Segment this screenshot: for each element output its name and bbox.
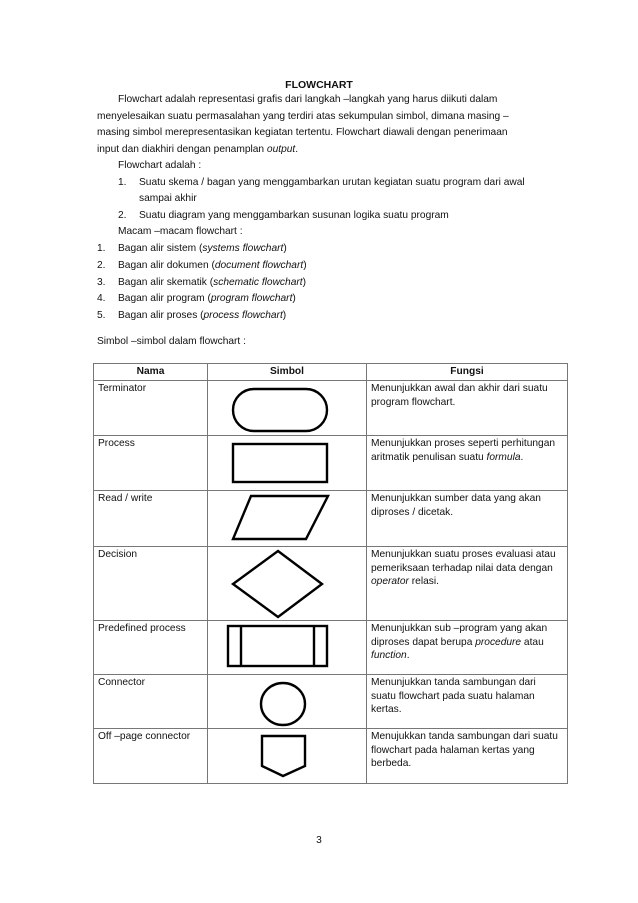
text: Menunjukkan proses seperti perhitungan aritmatik penulisan suatu [371, 438, 556, 463]
text: . [520, 451, 524, 463]
decision-shape-icon [208, 547, 367, 621]
read-write-shape-icon [208, 491, 367, 547]
intro-line: Flowchart adalah representasi grafis dari langkah –langkah yang harus diikuti dalam [118, 94, 498, 105]
symbol-name: Decision [94, 547, 208, 621]
intro-line: menyelesaikan suatu permasalahan yang terdiri atas sekumpulan simbol, dimana masing – [97, 111, 509, 122]
symbol-function [367, 621, 568, 675]
text: Bagan alir proses ( [118, 310, 204, 321]
definition-heading: Flowchart adalah : [118, 160, 202, 171]
italic-term: operator [371, 576, 409, 587]
table-row [94, 729, 568, 784]
text: Bagan alir program ( [118, 293, 211, 304]
symbols-heading: Simbol –simbol dalam flowchart : [97, 336, 246, 347]
text: ) [303, 260, 307, 271]
italic-term: systems flowchart [202, 243, 284, 254]
list-number: 2. [118, 210, 127, 221]
list-item: sampai akhir [139, 193, 197, 204]
symbol-name: Predefined process [94, 621, 208, 675]
text: ) [283, 243, 287, 254]
terminator-shape-icon [208, 381, 367, 436]
italic-term: schematic flowchart [213, 277, 303, 288]
text: Menujukkan tanda sambungan dari suatu flowchart pada halaman kertas yang berbeda. [371, 731, 558, 769]
symbol-name: Connector [94, 675, 208, 729]
italic-term: document flowchart [214, 260, 304, 271]
list-item: Suatu skema / bagan yang menggambarkan urutan kegiatan suatu program dari awal [139, 177, 525, 188]
flowchart-type-item [118, 310, 286, 322]
text: Menunjukkan tanda sambungan dari suatu flowchart pada suatu halaman kertas. [371, 677, 536, 715]
flowchart-type-item [118, 293, 296, 305]
text: relasi. [408, 576, 439, 587]
off-page-connector-shape-icon [208, 729, 367, 784]
list-number: 1. [118, 177, 127, 188]
text: Bagan alir sistem ( [118, 243, 203, 254]
table-row [94, 381, 568, 436]
list-item: Suatu diagram yang menggambarkan susunan logika suatu program [139, 210, 449, 221]
flowchart-type-item [118, 277, 306, 289]
page-number: 3 [316, 835, 322, 846]
table-row [94, 547, 568, 621]
list-number: 4. [97, 293, 106, 304]
symbol-function [367, 491, 568, 547]
flowchart-type-item [118, 243, 287, 255]
text: Menunjukkan awal dan akhir dari suatu program flowchart. [371, 383, 548, 408]
column-header: Fungsi [367, 364, 568, 381]
intro-line: masing simbol merepresentasikan kegiatan tertentu. Flowchart diawali dengan penerimaan [97, 127, 508, 138]
text: . [295, 144, 299, 155]
text: ) [292, 293, 296, 304]
text: Menunjukkan sub –program yang akan diproses dapat berupa [371, 623, 548, 648]
list-number: 2. [97, 260, 106, 271]
symbol-function [367, 381, 568, 436]
process-shape-icon [208, 436, 367, 491]
symbol-function [367, 675, 568, 729]
intro-line [97, 144, 298, 156]
symbol-function [367, 436, 568, 491]
italic-term: formula [486, 451, 521, 463]
text: ) [302, 277, 306, 288]
types-heading: Macam –macam flowchart : [118, 226, 243, 237]
text: Bagan alir skematik ( [118, 277, 214, 288]
list-number: 5. [97, 310, 106, 321]
table-row [94, 675, 568, 729]
flowchart-type-item [118, 260, 307, 272]
italic-term: function [371, 650, 407, 661]
symbols-table [93, 363, 568, 784]
italic-term: process flowchart [203, 310, 283, 321]
connector-shape-icon [208, 675, 367, 729]
table-row [94, 491, 568, 547]
text: ) [282, 310, 287, 321]
list-number: 1. [97, 243, 106, 254]
symbol-name: Terminator [94, 381, 208, 436]
text: Menunjukkan suatu proses evaluasi atau pemeriksaan terhadap nilai data dengan [371, 549, 556, 574]
italic-term: output [266, 144, 296, 155]
symbol-name: Off –page connector [94, 729, 208, 784]
italic-term: program flowchart [210, 293, 293, 304]
text: . [406, 650, 410, 661]
text: input dan diakhiri dengan penamplan [97, 144, 267, 155]
text: atau [521, 636, 544, 648]
symbol-function [367, 547, 568, 621]
text: Menunjukkan sumber data yang akan diproses / dicetak. [371, 493, 541, 518]
column-header: Simbol [208, 364, 367, 381]
text: Bagan alir dokumen ( [118, 260, 215, 271]
symbol-name: Process [94, 436, 208, 491]
list-number: 3. [97, 277, 106, 288]
document-title: FLOWCHART [285, 79, 353, 91]
symbol-name: Read / write [94, 491, 208, 547]
column-header: Nama [94, 364, 208, 381]
italic-term: procedure [475, 636, 522, 648]
table-row [94, 436, 568, 491]
table-row [94, 621, 568, 675]
symbol-function [367, 729, 568, 784]
predefined-process-shape-icon [208, 621, 367, 675]
